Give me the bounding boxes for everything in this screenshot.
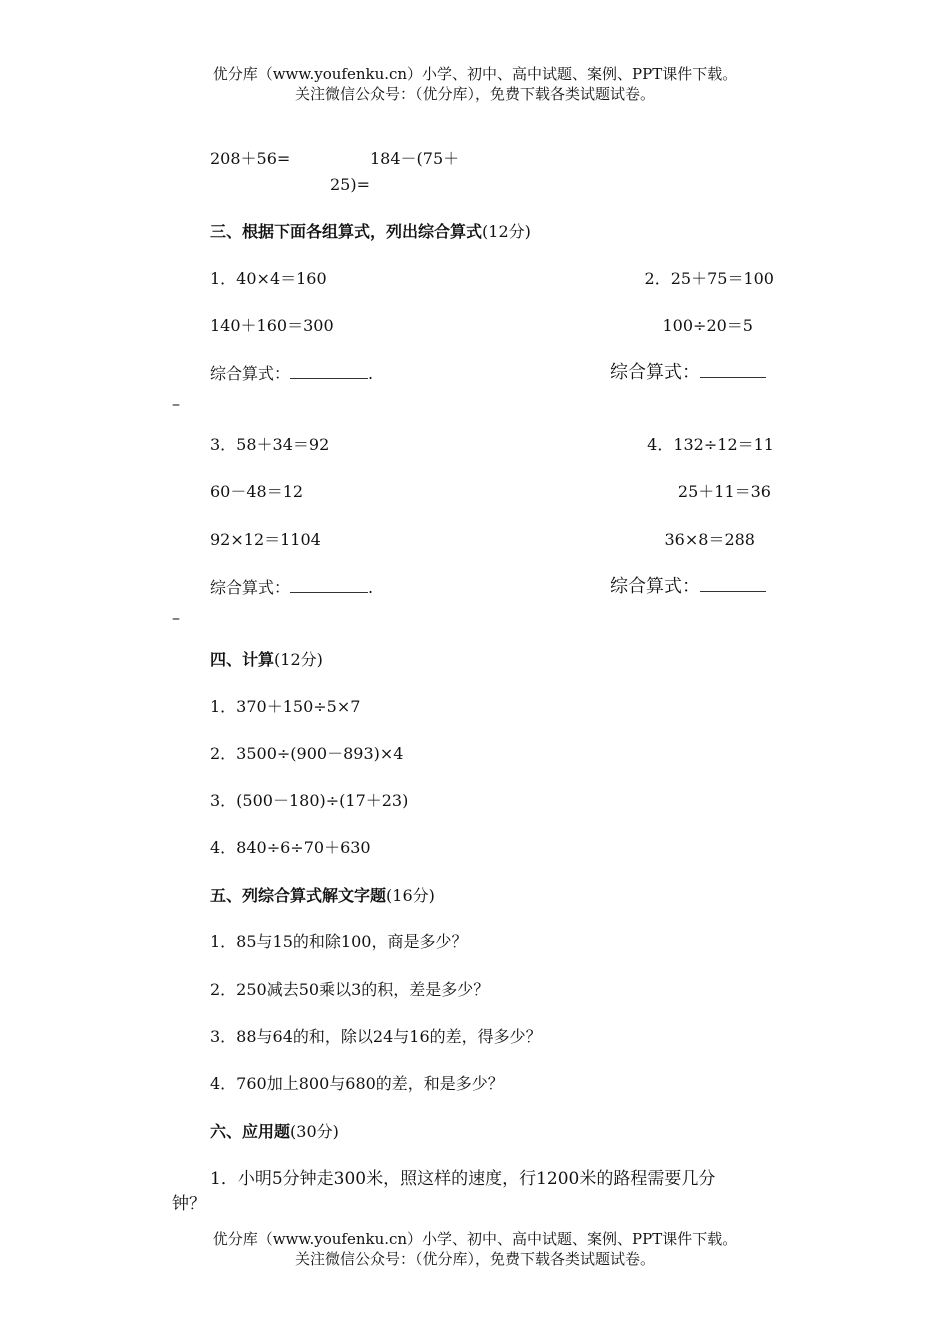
group-2-line-1: 2．25＋75＝100 [644, 269, 774, 288]
calc-item-3: 3．(500－180)÷(17＋23) [210, 791, 409, 810]
header-line-2: 关注微信公众号：（优分库），免费下载各类试题试卷。 [294, 85, 655, 103]
word-problem-2: 2．250减去50乘以3的积，差是多少？ [210, 980, 490, 999]
group-3-line-1: 3．58＋34＝92 [210, 435, 330, 454]
group-4-line-1: 4．132÷12＝11 [647, 435, 774, 454]
period: . [368, 578, 374, 597]
answer-blank[interactable] [700, 577, 766, 592]
combined-label: 综合算式： [210, 364, 291, 383]
section-5-heading [210, 886, 435, 905]
section-4-heading [210, 650, 323, 669]
expression-1: 208＋56= [210, 149, 291, 168]
combined-label: 综合算式： [610, 362, 700, 383]
section-3-heading [210, 222, 531, 241]
group-1-line-1: 1．40×4＝160 [210, 269, 327, 288]
group-2-combined [610, 362, 766, 384]
word-problem-1: 1．85与15的和除100，商是多少？ [210, 932, 468, 951]
application-question-1-line-2: 钟？ [172, 1194, 206, 1214]
combined-label: 综合算式： [210, 578, 291, 597]
group-4-line-3: 36×8＝288 [664, 530, 755, 549]
group-3-line-2: 60－48＝12 [210, 482, 304, 501]
calc-item-2: 2．3500÷(900－893)×4 [210, 744, 404, 763]
combined-label: 综合算式： [610, 576, 700, 597]
calc-item-4: 4．840÷6÷70＋630 [210, 838, 371, 857]
dash-1: – [172, 394, 180, 413]
footer-line-1: 优分库（www.youfenku.cn）小学、初中、高中试题、案例、PPT课件下载。 [212, 1230, 738, 1248]
section-6-points: (30分) [290, 1122, 339, 1141]
group-3-combined [210, 578, 373, 597]
section-5-points: (16分) [386, 886, 435, 905]
section-3-points: (12分) [482, 222, 531, 241]
group-3-line-3: 92×12＝1104 [210, 530, 321, 549]
calc-item-1: 1．370＋150÷5×7 [210, 697, 361, 716]
group-4-line-2: 25＋11＝36 [677, 482, 771, 501]
header-line-1: 优分库（www.youfenku.cn）小学、初中、高中试题、案例、PPT课件下载。 [212, 65, 738, 83]
section-6-title: 六、应用题 [210, 1122, 291, 1141]
group-1-line-2: 140＋160＝300 [210, 316, 334, 335]
answer-blank[interactable] [290, 578, 368, 593]
group-1-combined [210, 364, 373, 383]
group-2-line-2: 100÷20＝5 [662, 316, 753, 335]
period: . [368, 364, 374, 383]
dash-2: – [172, 608, 180, 627]
section-5-title: 五、列综合算式解文字题 [210, 886, 387, 905]
word-problem-3: 3．88与64的和，除以24与16的差，得多少？ [210, 1027, 542, 1046]
answer-blank[interactable] [700, 363, 766, 378]
section-6-heading [210, 1122, 339, 1141]
section-4-points: (12分) [274, 650, 323, 669]
expression-2a: 184－(75＋ [370, 149, 460, 168]
footer-line-2: 关注微信公众号：（优分库），免费下载各类试题试卷。 [294, 1250, 655, 1268]
application-question-1-line-1: 1．小明5分钟走300米，照这样的速度，行1200米的路程需要几分 [210, 1169, 716, 1189]
section-3-title: 三、根据下面各组算式，列出综合算式 [210, 222, 483, 241]
group-4-combined [610, 576, 766, 598]
section-4-title: 四、计算 [210, 650, 275, 669]
expression-2b: 25)= [330, 175, 371, 194]
word-problem-4: 4．760加上800与680的差，和是多少？ [210, 1074, 504, 1093]
answer-blank[interactable] [290, 364, 368, 379]
